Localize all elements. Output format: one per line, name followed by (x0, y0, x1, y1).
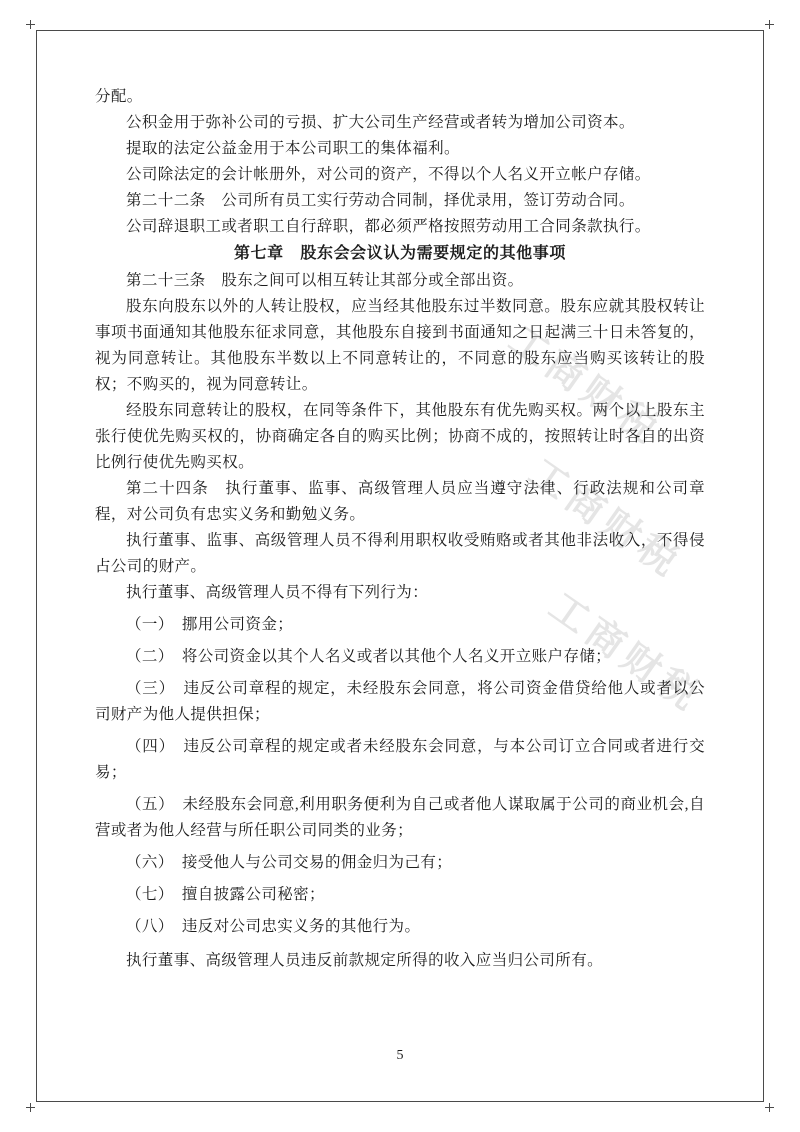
list-item: （一） 挪用公司资金； (126, 616, 294, 633)
paragraph: 执行董事、高级管理人员不得有下列行为： (126, 584, 429, 601)
paragraph: 公积金用于弥补公司的亏损、扩大公司生产经营或者转为增加公司资本。 (126, 114, 635, 131)
paragraph: 执行董事、高级管理人员违反前款规定所得的收入应当归公司所有。 (126, 952, 604, 969)
list-item: （八） 违反对公司忠实义务的其他行为。 (126, 918, 421, 935)
paragraph: 提取的法定公益金用于本公司职工的集体福利。 (126, 140, 460, 157)
watermark: 工商财税 (521, 451, 690, 587)
list-item: （五） 未经股东会同意,利用职务便利为自己或者他人谋取属于公司的商业机会,自营或者为他人经营与所任职公司同类的业务； (95, 796, 705, 839)
chapter-heading: 第七章 股东会会议认为需要规定的其他事项 (233, 245, 566, 262)
paragraph: 股东向股东以外的人转让股权，应当经其他股东过半数同意。股东应就其股权转让事项书面通知其他股东征求同意，其他股东自接到书面通知之日起满三十日未答复的，视为同意转让。其他股东半数以上不同意转让的，不同意的股东应当购买该转让的股权；不购买的，视为同意转让。 (95, 298, 705, 393)
list-item: （六） 接受他人与公司交易的佣金归为己有； (126, 854, 453, 871)
crop-tick (769, 20, 770, 29)
list-item: （七） 擅自披露公司秘密； (126, 886, 325, 903)
paragraph: 第二十三条 股东之间可以相互转让其部分或全部出资。 (126, 272, 524, 289)
crop-tick (30, 20, 31, 29)
list-item: （四） 违反公司章程的规定或者未经股东会同意，与本公司订立合同或者进行交易； (95, 738, 705, 781)
paragraph: 执行董事、监事、高级管理人员不得利用职权收受贿赂或者其他非法收入，不得侵占公司的财产。 (95, 532, 705, 575)
crop-tick (30, 1103, 31, 1112)
document-content (95, 84, 705, 974)
list-item: （三） 违反公司章程的规定，未经股东会同意，将公司资金借贷给他人或者以公司财产为他人提供担保； (95, 680, 705, 723)
watermark: 工商财税 (501, 318, 670, 454)
page-number: 5 (396, 1048, 404, 1063)
paragraph: 第二十四条 执行董事、监事、高级管理人员应当遵守法律、行政法规和公司章程，对公司负有忠实义务和勤勉义务。 (95, 480, 705, 523)
crop-tick (769, 1103, 770, 1112)
watermark: 工商财税 (541, 585, 710, 721)
paragraph: 公司辞退职工或者职工自行辞职，都必须严格按照劳动用工合同条款执行。 (126, 218, 651, 235)
paragraph: 经股东同意转让的股权，在同等条件下，其他股东有优先购买权。两个以上股东主张行使优先购买权的，协商确定各自的购买比例；协商不成的，按照转让时各自的出资比例行使优先购买权。 (95, 402, 705, 471)
paragraph: 公司除法定的会计帐册外，对公司的资产，不得以个人名义开立帐户存储。 (126, 166, 651, 183)
list-item: （二） 将公司资金以其个人名义或者以其他个人名义开立账户存储； (126, 648, 612, 665)
paragraph: 分配。 (95, 88, 143, 105)
paragraph: 第二十二条 公司所有员工实行劳动合同制，择优录用，签订劳动合同。 (126, 192, 635, 209)
